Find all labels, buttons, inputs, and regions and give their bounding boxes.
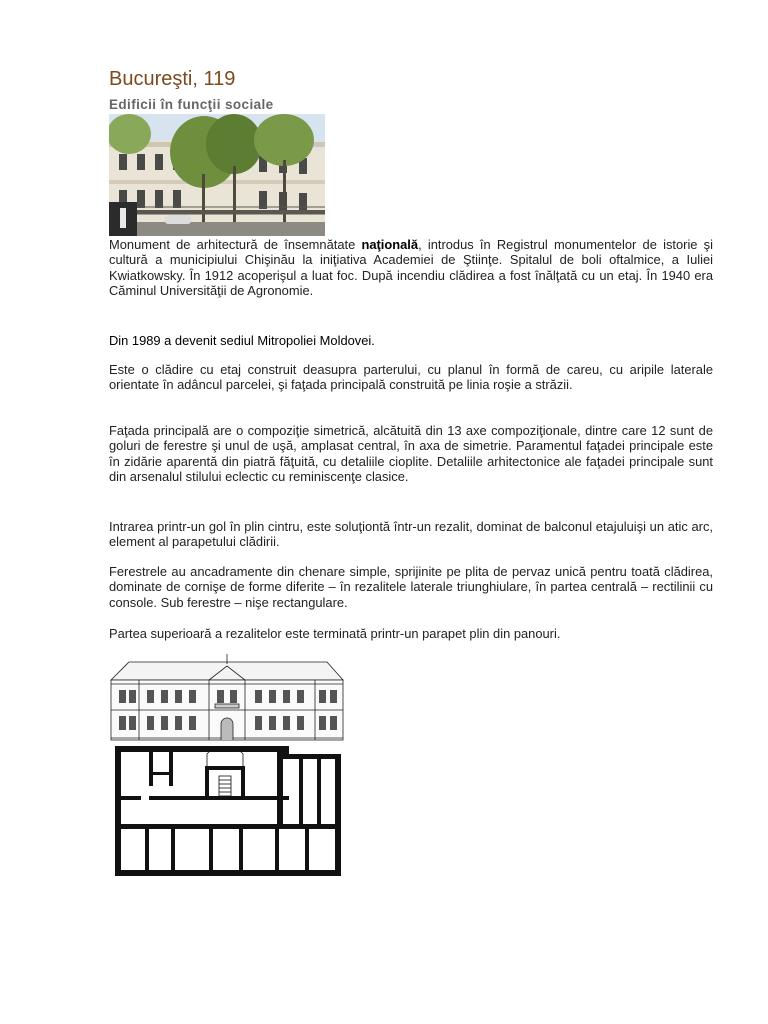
facade-elevation xyxy=(111,654,343,740)
paragraph-7-text: Partea superioară a rezalitelor este terminată printr-un parapet plin din panouri. xyxy=(109,626,561,641)
paragraph-4-text: Faţada principală are o compoziţie simetrică, alcătuită din 13 axe compoziţionale, dintre care 12 sunt de goluri de ferestre şi unul de uşă, amplasat central, în axa de simetrie. Paramentul faţadei principale este în zidărie aparentă din piatră făţuită, cu detaliile cioplite. Detaliile arhitectonice ale faţadei principale sunt din arsenalul stilului eclectic cu reminiscenţe clasice. xyxy=(109,423,713,484)
p1-rest: , introdus în Registrul monumentelor de istorie şi cultură a municipiului Chişinău la iniţiativa Academiei de Ştiinţe. Spitalul de boli oftalmice, a Iuliei Kwiatkowsky. În 1912 acoperişul a luat foc. După incendiu clădirea a fost înălţată cu un etaj. În 1940 era Căminul Universităţii de Agronomie. xyxy=(109,237,713,298)
floor-plan-stairs xyxy=(207,747,243,796)
building-photo xyxy=(109,114,325,236)
building-photo-drawing xyxy=(109,114,325,236)
p1-bold: naţională xyxy=(361,237,419,252)
paragraph-6 xyxy=(109,564,713,610)
facade-and-floor-plan xyxy=(109,654,345,878)
paragraph-5 xyxy=(109,519,713,550)
paragraph-5-text: Intrarea printr-un gol în plin cintru, este soluţiontă într-un rezalit, dominat de balconul etajuluişi un atic arc, element al parapetului clădirii. xyxy=(109,519,713,550)
page-subtitle: Edificii în funcţii sociale xyxy=(109,97,274,112)
floor-plan xyxy=(115,746,341,876)
paragraph-6-text: Ferestrele au ancadramente din chenare simple, sprijinite pe plita de pervaz unică pentru toată clădirea, dominate de cornişe de forme diferite – în rezalitele laterale triunghiulare, în partea centrală – rectilinii cu console. Sub ferestre – nişe rectangulare. xyxy=(109,564,713,610)
paragraph-1 xyxy=(109,237,713,298)
page-title: Bucureşti, 119 xyxy=(109,68,236,90)
paragraph-7 xyxy=(109,626,713,641)
paragraph-4 xyxy=(109,423,713,484)
paragraph-2 xyxy=(109,333,713,348)
architectural-drawings xyxy=(109,654,345,878)
paragraph-2-text: Din 1989 a devenit sediul Mitropoliei Moldovei. xyxy=(109,333,375,348)
paragraph-3 xyxy=(109,362,713,393)
paragraph-3-text: Este o clădire cu etaj construit deasupra parterului, cu planul în formă de careu, cu aripile laterale orientate în adâncul parcelei, şi faţada principală construită pe linia roşie a străzii. xyxy=(109,362,713,393)
p1-start: Monument de arhitectură de însemnătate xyxy=(109,237,362,252)
